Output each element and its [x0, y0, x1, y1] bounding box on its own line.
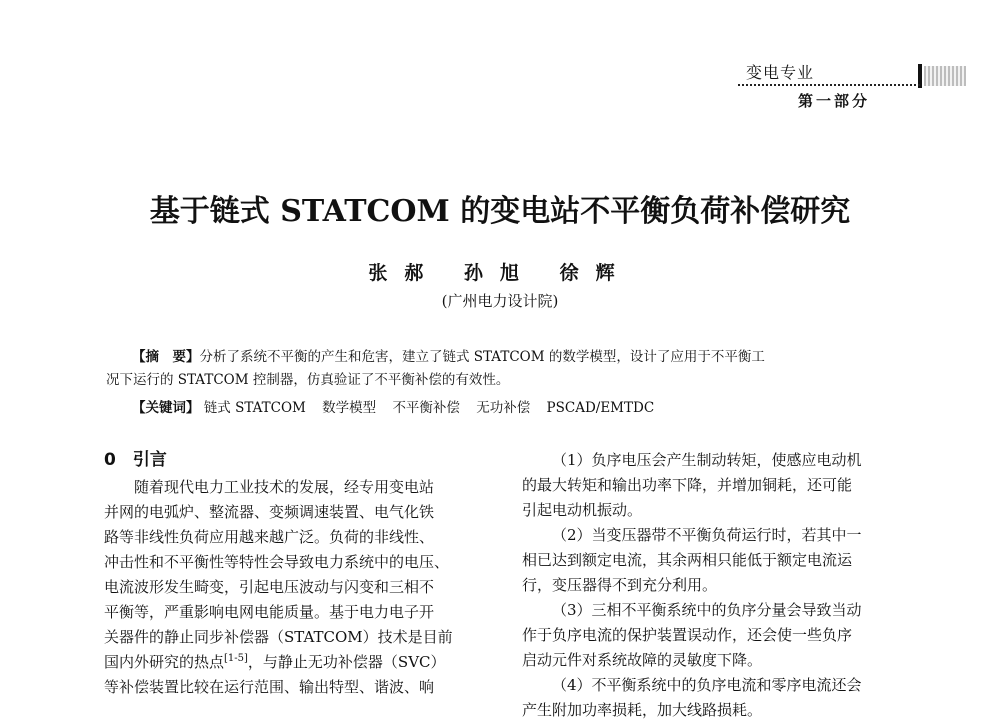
body-line: 电流波形发生畸变，引起电压波动与闪变和三相不 [104, 578, 435, 596]
left-column [104, 448, 504, 700]
section-part: 第一部分 [798, 92, 871, 110]
section-heading-introduction: 0 引言 [104, 450, 167, 470]
body-line: 随着现代电力工业技术的发展，经专用变电站 [134, 478, 435, 496]
body-line: 冲击性和不平衡性等特性会导致电力系统中的电压、 [104, 553, 450, 571]
keyword-item: 不平衡补偿 [392, 400, 460, 416]
body-line: （3）三相不平衡系统中的负序分量会导致当动 [552, 601, 862, 619]
abstract [106, 346, 926, 392]
keywords-label: 【关键词】 [132, 400, 200, 416]
abstract-text-1: 分析了系统不平衡的产生和危害，建立了链式 STATCOM 的数学模型，设计了应用于不平衡工 [199, 349, 765, 365]
body-line: （4）不平衡系统中的负序电流和零序电流还会 [552, 676, 862, 694]
abstract-line-2: 况下运行的 STATCOM 控制器，仿真验证了不平衡补偿的有效性。 [106, 372, 510, 388]
keywords [132, 396, 666, 416]
body-text: 国内外研究的热点 [104, 653, 225, 671]
body-line: （2）当变压器带不平衡负荷运行时，若其中一 [552, 526, 862, 544]
body-line: 等补偿装置比较在运行范围、输出特型、谐波、响 [104, 678, 435, 696]
abstract-label: 【摘 要】 [132, 349, 200, 365]
body-line: 平衡等，严重影响电网电能质量。基于电力电子开 [104, 603, 435, 621]
authors: 张郝 孙旭 徐辉 [368, 262, 632, 284]
keyword-item: PSCAD/EMTDC [546, 400, 655, 416]
body-line: 相已达到额定电流，其余两相只能低于额定电流运 [522, 551, 853, 569]
keyword-item: 数学模型 [322, 400, 377, 416]
body-line: 的最大转矩和输出功率下降，并增加铜耗，还可能 [522, 476, 853, 494]
body-text: ，与静止无功补偿器（SVC） [247, 653, 446, 671]
right-column [522, 448, 922, 723]
abstract-line-1 [106, 346, 926, 369]
header-texture-mark [924, 66, 966, 86]
body-line: 并网的电弧炉、整流器、变频调速装置、电气化铁 [104, 503, 435, 521]
body-line: 产生附加功率损耗，加大线路损耗。 [522, 701, 763, 719]
body-line: 作于负序电流的保护装置误动作，还会使一些负序 [522, 626, 853, 644]
body-line: （1）负序电压会产生制动转矩，使感应电动机 [552, 451, 862, 469]
header-dotted-rule [738, 84, 920, 86]
body-line: 引起电动机振动。 [522, 501, 643, 519]
keyword-item: 链式 STATCOM [203, 400, 306, 416]
body-line: 行，变压器得不到充分利用。 [522, 576, 718, 594]
body-line: 关器件的静止同步补偿器（STATCOM）技术是目前 [104, 628, 453, 646]
citation-superscript: [1-5] [224, 653, 248, 664]
paper-title: 基于链式 STATCOM 的变电站不平衡负荷补偿研究 [149, 194, 851, 229]
affiliation: (广州电力设计院) [441, 292, 559, 310]
body-line: 启动元件对系统故障的灵敏度下降。 [522, 651, 763, 669]
section-tag: 变电专业 [746, 63, 815, 82]
body-line: 路等非线性负荷应用越来越广泛。负荷的非线性、 [104, 528, 435, 546]
body-line [104, 650, 504, 675]
keyword-item: 无功补偿 [476, 400, 531, 416]
section-header [738, 58, 968, 118]
